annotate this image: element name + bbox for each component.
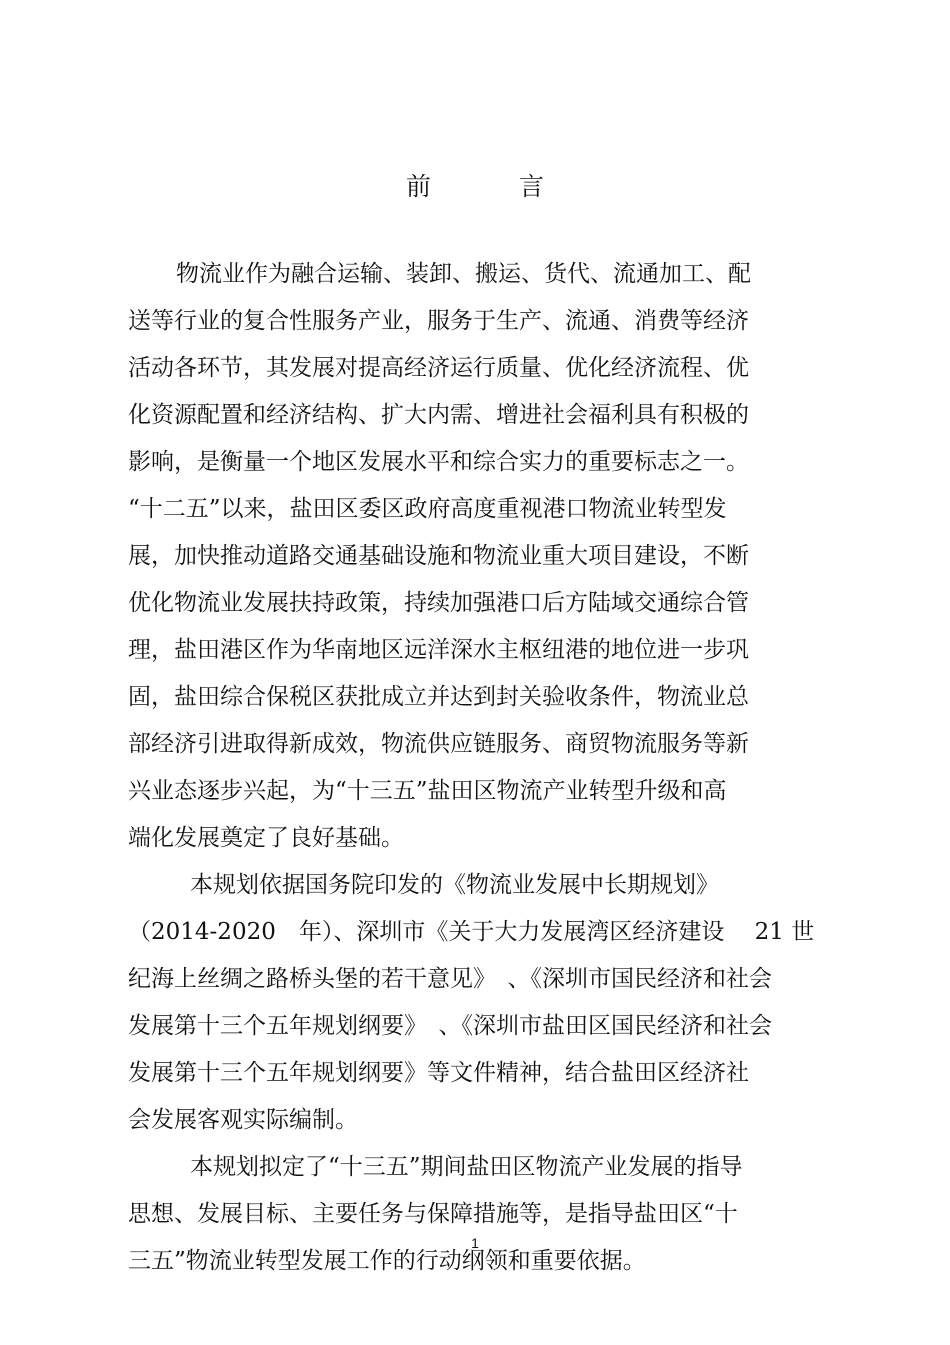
- paragraph-line: 展，加快推动道路交通基础设施和物流业重大项目建设，不断: [128, 543, 749, 569]
- paragraph-line: 理，盐田港区作为华南地区远洋深水主枢纽港的地位进一步巩: [128, 637, 749, 663]
- paragraph-line: 端化发展奠定了良好基础。: [128, 825, 404, 851]
- paragraph-line: 部经济引进取得新成效，物流供应链服务、商贸物流服务等新: [128, 731, 749, 757]
- paragraph-line: “十二五”以来，盐田区委区政府高度重视港口物流业转型发: [128, 496, 727, 522]
- paragraph-line: 化资源配置和经济结构、扩大内需、增进社会福利具有积极的: [128, 402, 749, 428]
- paragraph-line: 兴业态逐步兴起，为“十三五”盐田区物流产业转型升级和高: [128, 778, 727, 804]
- page-number: 1: [471, 1235, 479, 1251]
- paragraph-line: 三五”物流业转型发展工作的行动纲领和重要依据。: [128, 1248, 646, 1274]
- paragraph-line: 优化物流业发展扶持政策，持续加强港口后方陆域交通综合管: [128, 590, 749, 616]
- paragraph-line: 思想、发展目标、主要任务与保障措施等，是指导盐田区“十: [128, 1201, 738, 1227]
- paragraph-line: 本规划依据国务院印发的《物流业发展中长期规划》: [190, 872, 719, 898]
- paragraph-line: 固，盐田综合保税区获批成立并达到封关验收条件，物流业总: [128, 684, 749, 710]
- paragraph-line: 送等行业的复合性服务产业，服务于生产、流通、消费等经济: [128, 308, 749, 334]
- paragraph-line: 会发展客观实际编制。: [128, 1107, 358, 1133]
- paragraph-line: 活动各环节，其发展对提高经济运行质量、优化经济流程、优: [128, 355, 749, 381]
- paragraph-line: 影响，是衡量一个地区发展水平和综合实力的重要标志之一。: [128, 449, 749, 475]
- paragraph-line: 发展第十三个五年规划纲要》 、《深圳市盐田区国民经济和社会: [128, 1013, 772, 1039]
- paragraph-line: 发展第十三个五年规划纲要》等文件精神，结合盐田区经济社: [128, 1060, 749, 1086]
- paragraph-line: 纪海上丝绸之路桥头堡的若干意见》 、《深圳市国民经济和社会: [128, 966, 772, 992]
- paragraph-line: 本规划拟定了“十三五”期间盐田区物流产业发展的指导: [190, 1154, 743, 1180]
- paragraph-line: 物流业作为融合运输、装卸、搬运、货代、流通加工、配: [176, 261, 751, 287]
- page-title: 前 言: [406, 172, 584, 201]
- paragraph-line: （2014-2020 年）、深圳市《关于大力发展湾区经济建设 21 世: [128, 919, 815, 945]
